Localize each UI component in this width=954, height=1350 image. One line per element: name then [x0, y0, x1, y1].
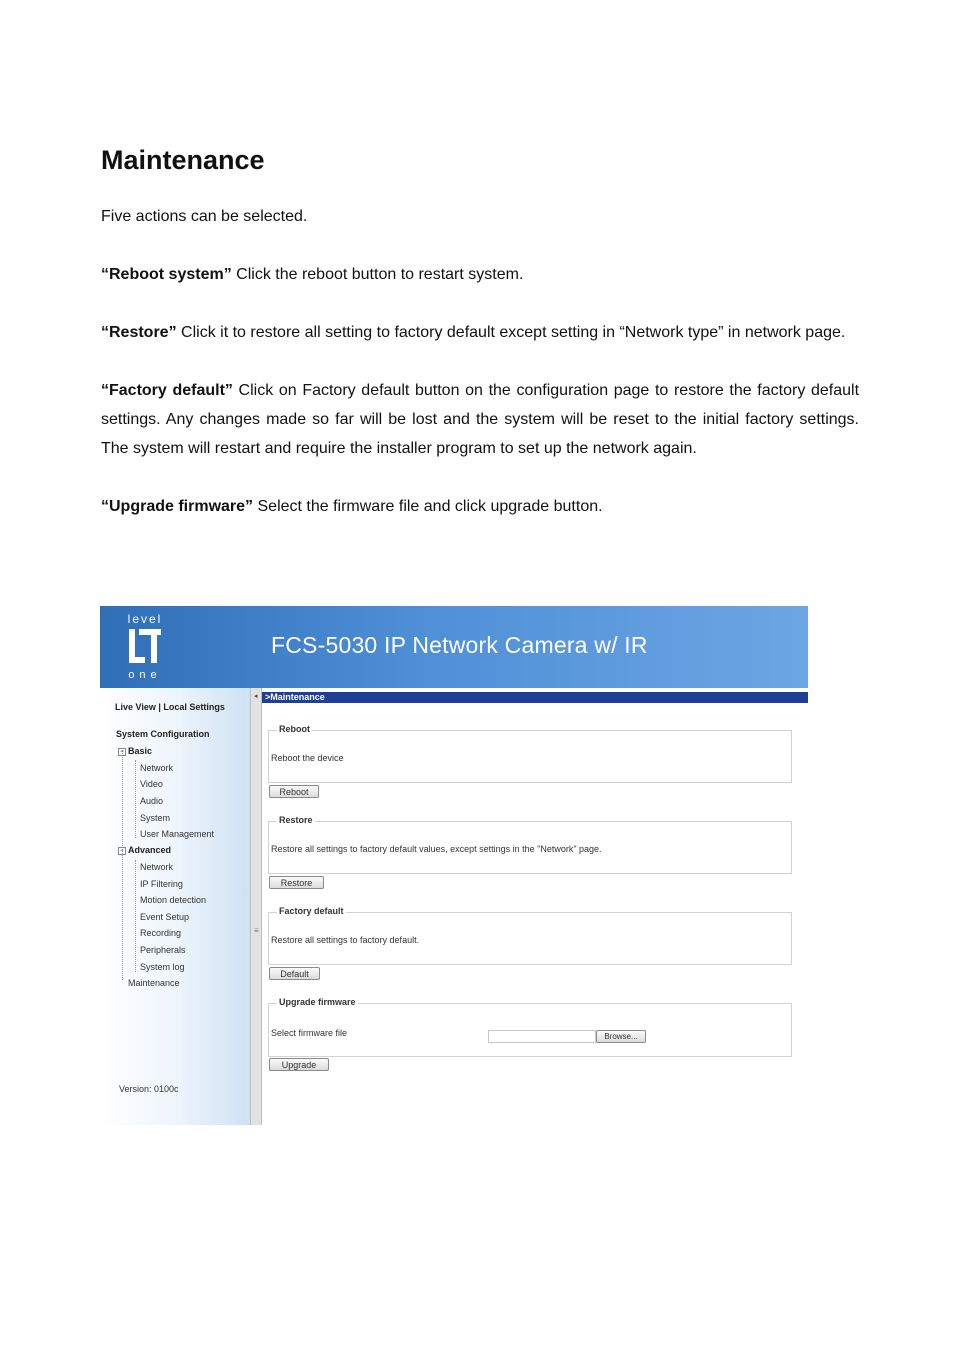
- sidebar-item-event-setup[interactable]: Event Setup: [140, 912, 190, 922]
- restore-paragraph: [101, 318, 859, 347]
- camera-ui-screenshot: [100, 606, 808, 1125]
- sidebar-item-basic-audio[interactable]: Audio: [140, 796, 164, 806]
- logo-top-text: level: [127, 612, 163, 626]
- tree-group-advanced-label: Advanced: [128, 845, 172, 855]
- reboot-legend: Reboot: [279, 724, 310, 734]
- sidebar-item-motion-detection[interactable]: Motion detection: [140, 895, 207, 905]
- factory-desc: Click on Factory default button on the configuration page to restore the factory default settings. Any changes made so far will be lost and the system will be reset to the initial factory settings. The system will restart and require the installer program to set up the network again.: [101, 382, 860, 457]
- reboot-button[interactable]: Reboot: [269, 785, 319, 798]
- factory-default-text: Restore all settings to factory default.: [271, 935, 420, 945]
- banner-title: FCS-5030 IP Network Camera w/ IR: [271, 632, 648, 658]
- logo-bottom-text: one: [128, 669, 162, 681]
- sidebar-item-advanced-network[interactable]: Network: [140, 862, 174, 872]
- upgrade-firmware-legend: Upgrade firmware: [279, 997, 356, 1007]
- upgrade-firmware-group: [268, 997, 792, 1057]
- reboot-term: “Reboot system”: [101, 266, 232, 283]
- factory-paragraph: [101, 376, 859, 463]
- collapse-arrow-icon[interactable]: ◂: [254, 693, 258, 700]
- reboot-paragraph: [101, 260, 859, 289]
- factory-term: “Factory default”: [101, 382, 233, 399]
- collapse-icon[interactable]: −: [118, 748, 126, 756]
- sidebar-item-basic-system[interactable]: System: [140, 813, 171, 823]
- sidebar-item-maintenance[interactable]: Maintenance: [128, 978, 180, 988]
- logo-mark-icon: [125, 627, 165, 667]
- restore-term: “Restore”: [101, 324, 177, 341]
- restore-desc: Click it to restore all setting to factory default except setting in “Network type” in network page.: [176, 324, 846, 341]
- upgrade-paragraph: [101, 492, 859, 521]
- factory-default-group: [268, 906, 792, 965]
- top-links[interactable]: Live View | Local Settings: [115, 702, 225, 712]
- upgrade-desc: Select the firmware file and click upgrade button.: [253, 498, 603, 515]
- sidebar-item-basic-network[interactable]: Network: [140, 763, 174, 773]
- reboot-desc: Click the reboot button to restart system.: [231, 266, 524, 283]
- page-title: Maintenance: [101, 145, 265, 175]
- main-content: [262, 688, 808, 1125]
- tree-group-basic-label: Basic: [128, 746, 153, 756]
- sidebar-item-basic-video[interactable]: Video: [140, 779, 163, 789]
- tree-connector: [122, 750, 123, 980]
- select-firmware-label: Select firmware file: [271, 1028, 348, 1038]
- tree-connector: [135, 760, 136, 838]
- sidebar-item-peripherals[interactable]: Peripherals: [140, 945, 186, 955]
- restore-legend: Restore: [279, 815, 313, 825]
- firmware-file-input[interactable]: [488, 1030, 596, 1043]
- collapse-icon[interactable]: −: [118, 847, 126, 855]
- splitter-grip-icon[interactable]: ≡: [254, 926, 259, 935]
- upgrade-term: “Upgrade firmware”: [101, 498, 254, 515]
- tree-group-advanced[interactable]: [118, 845, 171, 855]
- factory-default-legend: Factory default: [279, 906, 344, 916]
- version-label: Version: 0100c: [119, 1084, 179, 1094]
- tree-group-basic[interactable]: [118, 746, 152, 756]
- splitter[interactable]: [250, 688, 262, 1125]
- document-body: [101, 140, 859, 521]
- browse-button[interactable]: Browse...: [596, 1030, 646, 1043]
- intro-paragraph: Five actions can be selected.: [101, 208, 308, 225]
- reboot-group: [268, 724, 792, 783]
- restore-button[interactable]: Restore: [269, 876, 324, 889]
- upgrade-button[interactable]: Upgrade: [269, 1058, 329, 1071]
- sidebar: [100, 688, 250, 1125]
- restore-group: [268, 815, 792, 874]
- tree-connector: [135, 860, 136, 972]
- sidebar-item-ip-filtering[interactable]: IP Filtering: [140, 879, 183, 889]
- breadcrumb: >Maintenance: [262, 692, 808, 703]
- sidebar-item-system-log[interactable]: System log: [140, 962, 185, 972]
- sidebar-item-recording[interactable]: Recording: [140, 928, 182, 938]
- header-banner: [100, 606, 808, 688]
- restore-text: Restore all settings to factory default values, except settings in the "Network" page.: [271, 844, 602, 854]
- default-button[interactable]: Default: [269, 967, 320, 980]
- levelone-logo: [117, 612, 173, 682]
- system-configuration-heading: System Configuration: [116, 729, 210, 739]
- sidebar-item-basic-user-management[interactable]: User Management: [140, 829, 215, 839]
- reboot-text: Reboot the device: [271, 753, 344, 763]
